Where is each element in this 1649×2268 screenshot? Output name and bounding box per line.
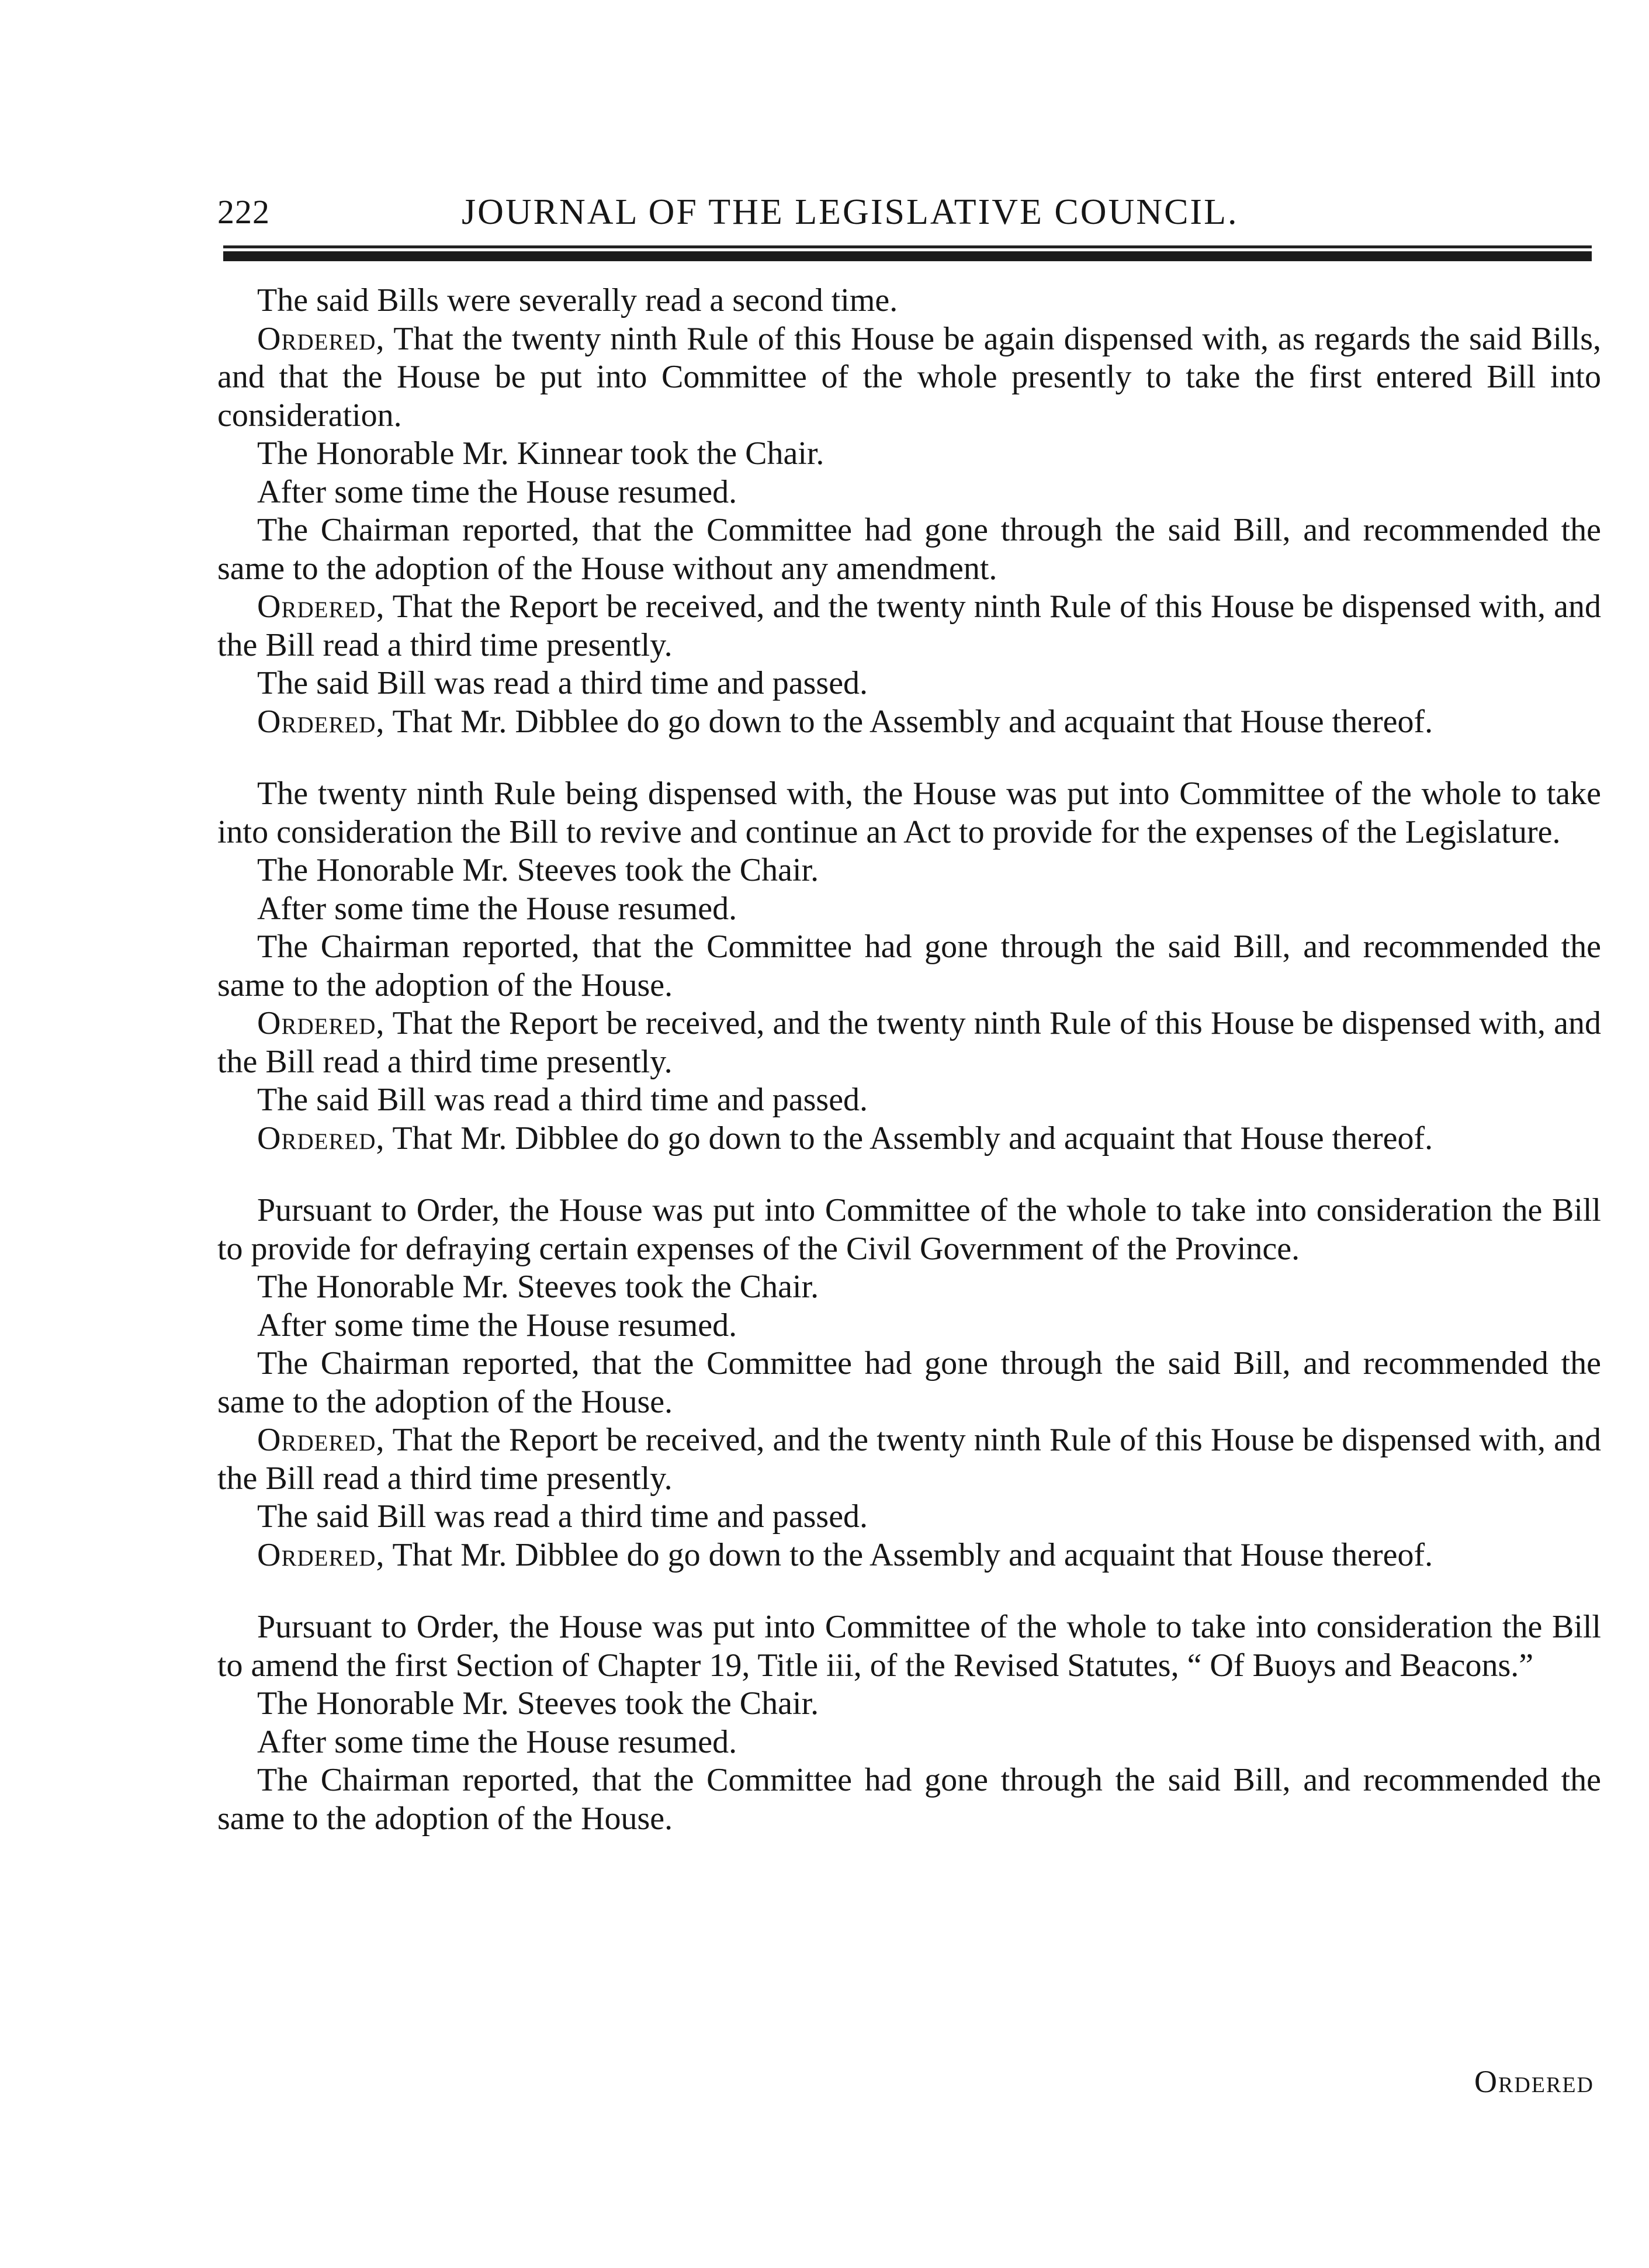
paragraph: [217, 1761, 1601, 1838]
paragraph-text: That the twenty ninth Rule of this House be again dispensed with, as regards the said Bills, and that the House be put into Committee of the whole presently to take the first entered Bill into consideration.: [217, 320, 1601, 434]
paragraph-lead: Ordered,: [257, 1120, 385, 1156]
body-text: [217, 282, 1601, 1838]
paragraph-lead: Ordered,: [257, 1536, 385, 1573]
paragraph-text: That Mr. Dibblee do go down to the Assembly and acquaint that House thereof.: [384, 703, 1433, 740]
paragraph: [217, 1498, 1601, 1536]
paragraph-text: The said Bill was read a third time and passed.: [257, 1082, 868, 1118]
paragraph: [217, 1120, 1601, 1158]
paragraph: [217, 890, 1601, 929]
paragraph: [217, 511, 1601, 588]
paragraph: [217, 1345, 1601, 1421]
paragraph-text: The said Bill was read a third time and passed.: [257, 665, 868, 701]
header-rule-thin: [223, 245, 1592, 248]
paragraph-text: That the Report be received, and the twenty ninth Rule of this House be dispensed with, and the Bill read a third time presently.: [217, 1005, 1601, 1080]
catchword: Ordered: [1474, 2064, 1594, 2099]
paragraph-lead: Ordered,: [257, 1005, 385, 1041]
paragraph-text: That the Report be received, and the twenty ninth Rule of this House be dispensed with, and the Bill read a third time presently.: [217, 588, 1601, 663]
paragraph: [217, 282, 1601, 320]
paragraph-lead: Ordered,: [257, 588, 385, 625]
paragraph-text: Pursuant to Order, the House was put into Committee of the whole to take into consideration the Bill to amend the first Section of Chapter 19, Title iii, of the Revised Statutes, “ Of Buoys and Beacons.”: [217, 1609, 1601, 1684]
paragraph-text: After some time the House resumed.: [257, 890, 737, 927]
running-title: JOURNAL OF THE LEGISLATIVE COUNCIL.: [462, 192, 1239, 232]
page-header: [217, 186, 1592, 238]
paragraph: [217, 320, 1601, 435]
paragraph-text: That Mr. Dibblee do go down to the Assembly and acquaint that House thereof.: [384, 1120, 1433, 1156]
paragraph-text: The Chairman reported, that the Committee had gone through the said Bill, and recommended the same to the adoption of the House.: [217, 929, 1601, 1003]
paragraph: [217, 664, 1601, 703]
paragraph-text: Pursuant to Order, the House was put into Committee of the whole to take into consideration the Bill to provide for defraying certain expenses of the Civil Government of the Province.: [217, 1192, 1601, 1267]
paragraph-text: That Mr. Dibblee do go down to the Assembly and acquaint that House thereof.: [384, 1536, 1433, 1573]
paragraph-text: After some time the House resumed.: [257, 1307, 737, 1344]
paragraph: [217, 928, 1601, 1005]
paragraph-text: After some time the House resumed.: [257, 473, 737, 510]
paragraph: [217, 1421, 1601, 1498]
paragraph: [217, 1685, 1601, 1723]
paragraph: [217, 703, 1601, 742]
paragraph: [217, 851, 1601, 890]
paragraph-text: After some time the House resumed.: [257, 1723, 737, 1760]
paragraph-text: The twenty ninth Rule being dispensed with, the House was put into Committee of the whole to take into consideration the Bill to revive and continue an Act to provide for the expenses of the Legislature.: [217, 775, 1601, 850]
paragraph: [217, 1536, 1601, 1575]
paragraph-text: The Honorable Mr. Steeves took the Chair.: [257, 852, 819, 888]
paragraph-text: The Honorable Mr. Steeves took the Chair.: [257, 1269, 819, 1305]
paragraph: [217, 1608, 1601, 1685]
paragraph-text: The said Bill was read a third time and passed.: [257, 1498, 868, 1535]
paragraph: [217, 1268, 1601, 1307]
paragraph: [217, 588, 1601, 664]
paragraph: [217, 775, 1601, 851]
paragraph-text: The Chairman reported, that the Committee had gone through the said Bill, and recommended the same to the adoption of the House.: [217, 1762, 1601, 1837]
paragraph-text: The Honorable Mr. Kinnear took the Chair.: [257, 435, 825, 472]
header-rule: [223, 245, 1592, 263]
paragraph-lead: Ordered,: [257, 1422, 385, 1458]
paragraph: [217, 1192, 1601, 1268]
paragraph: [217, 1005, 1601, 1081]
paragraph-lead: Ordered,: [257, 320, 385, 357]
paragraph: [217, 1307, 1601, 1345]
paragraph: [217, 1081, 1601, 1120]
paragraph-text: That the Report be received, and the twenty ninth Rule of this House be dispensed with, and the Bill read a third time presently.: [217, 1422, 1601, 1497]
header-rule-thick: [223, 251, 1592, 261]
paragraph-text: The Chairman reported, that the Committee had gone through the said Bill, and recommended the same to the adoption of the House.: [217, 1345, 1601, 1420]
paragraph: [217, 473, 1601, 512]
paragraph-text: The said Bills were severally read a second time.: [257, 282, 898, 318]
paragraph: [217, 1723, 1601, 1762]
paragraph-text: The Chairman reported, that the Committee had gone through the said Bill, and recommended the same to the adoption of the House without any amendment.: [217, 512, 1601, 587]
page-number: 222: [217, 193, 270, 231]
paragraph: [217, 435, 1601, 473]
paragraph-text: The Honorable Mr. Steeves took the Chair.: [257, 1685, 819, 1722]
paragraph-lead: Ordered,: [257, 703, 385, 740]
